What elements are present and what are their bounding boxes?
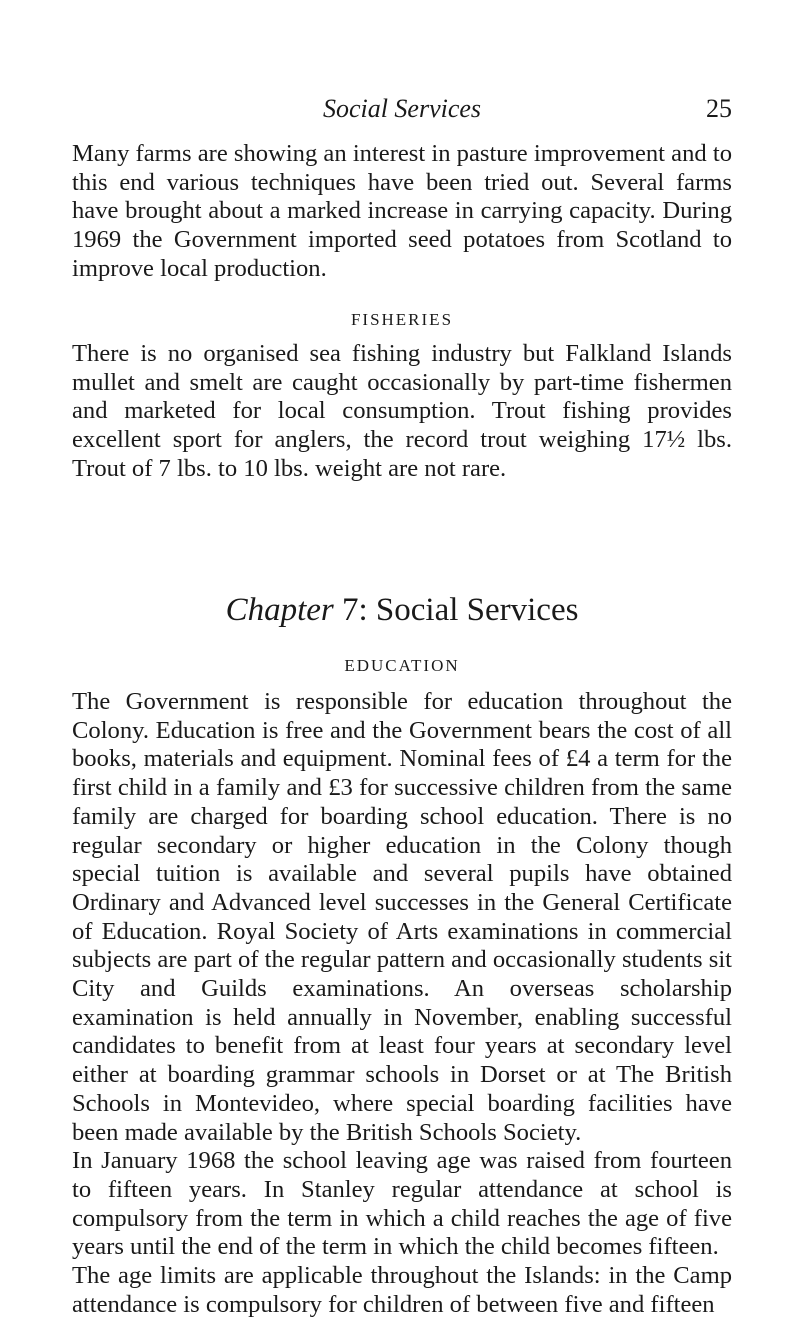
agriculture-section — [72, 140, 732, 284]
chapter-label: Chapter — [225, 592, 334, 628]
chapter-number: 7 — [341, 592, 359, 628]
chapter-heading — [72, 590, 732, 630]
education-paragraph-1: The Government is responsible for education throughout the Colony. Education is free and the Government bears the cost of all books, materials and equipment. Nominal fees of £4 a term for the first child in a family and £3 for successive children from the same family are charged for boarding school education. There is no regular secondary or higher education in the Colony though special tuition is available and several pupils have obtained Ordinary and Advanced level successes in the General Certificate of Education. Royal Society of Arts examinations in commercial subjects are part of the regular pattern and occasionally students sit City and Guilds examinations. An overseas scholarship examination is held annually in November, enabling successful candidates to benefit from at least four years at secondary level either at boarding grammar schools in Dorset or at The British Schools in Montevideo, where special boarding facilities have been made available by the British Schools Society. — [72, 688, 732, 1146]
fisheries-heading: FISHERIES — [350, 310, 454, 329]
education-paragraph-3: The age limits are applicable throughout the Islands: in the Camp attendance is compulsory for children of between five and fifteen — [72, 1262, 732, 1318]
fisheries-paragraph: There is no organised sea fishing industry but Falkland Islands mullet and smelt are caught occasionally by part-time fishermen and marketed for local consumption. Trout fishing provides excellent sport for anglers, the record trout weighing 17½ lbs. Trout of 7 lbs. to 10 lbs. weight are not rare. — [72, 340, 732, 482]
chapter-colon: : — [358, 592, 376, 628]
running-header — [72, 92, 732, 126]
education-paragraph-2: In January 1968 the school leaving age was raised from fourteen to fifteen years. In Stanley regular attendance at school is compulsory from the term in which a child reaches the age of five years until the end of the term in which the child becomes fifteen. — [72, 1147, 732, 1261]
fisheries-section — [72, 340, 732, 484]
page-number: 25 — [706, 94, 732, 123]
running-title: Social Services — [322, 94, 482, 123]
education-section — [72, 688, 732, 1319]
document-page — [72, 0, 732, 1326]
education-heading: EDUCATION — [344, 656, 460, 675]
chapter-title: Social Services — [375, 592, 579, 628]
agriculture-paragraph: Many farms are showing an interest in pasture improvement and to this end various techniques have been tried out. Several farms have brought about a marked increase in carrying capacity. During 1969 the Government imported seed potatoes from Scotland to improve local production. — [72, 140, 732, 282]
